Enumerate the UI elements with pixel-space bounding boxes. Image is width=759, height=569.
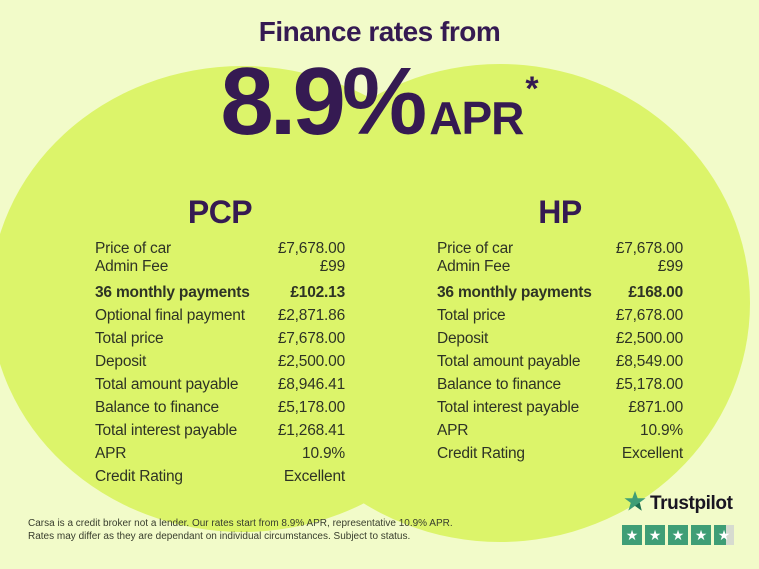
rating-star-icon: ★	[622, 525, 642, 545]
row-value: £2,500.00	[277, 352, 345, 370]
table-row	[437, 350, 683, 373]
row-label: Total interest payable	[437, 398, 580, 416]
row-value: £2,871.86	[277, 306, 345, 324]
row-label: 36 monthly payments	[95, 283, 250, 301]
table-row	[95, 419, 345, 442]
table-row	[437, 304, 683, 327]
row-label: Admin Fee	[437, 258, 511, 275]
trustpilot-wordmark: Trustpilot	[650, 492, 733, 514]
table-row	[95, 442, 345, 465]
row-label: Total price	[95, 329, 164, 347]
table-row	[437, 327, 683, 350]
row-value: £7,678.00	[277, 329, 345, 347]
row-label: Admin Fee	[95, 258, 169, 275]
row-label: Total price	[437, 306, 506, 324]
row-label: APR	[95, 444, 127, 462]
table-row	[95, 240, 345, 258]
row-label: Balance to finance	[437, 375, 561, 393]
rate-apr-label: APR	[429, 92, 524, 144]
rating-star-icon: ★	[691, 525, 711, 545]
table-row	[437, 240, 683, 258]
row-value: £871.00	[628, 398, 683, 416]
rate-asterisk: *	[525, 70, 539, 108]
table-row	[437, 258, 683, 276]
row-value: £5,178.00	[615, 375, 683, 393]
trustpilot-logo	[624, 490, 734, 517]
row-label: Total interest payable	[95, 421, 238, 439]
row-value: £99	[319, 258, 345, 275]
row-value: £7,678.00	[615, 240, 683, 257]
disclaimer-line-1: Carsa is a credit broker not a lender. Our rates start from 8.9% APR, representative 10.9% APR.	[28, 518, 453, 529]
row-label: Total amount payable	[437, 352, 581, 370]
legal-disclaimer	[28, 517, 458, 543]
row-label: Balance to finance	[95, 398, 219, 416]
table-row	[437, 281, 683, 304]
row-value: Excellent	[621, 444, 683, 462]
row-label: Price of car	[95, 240, 171, 257]
hp-column	[437, 196, 683, 465]
rating-star-icon: ★	[668, 525, 688, 545]
table-row	[95, 373, 345, 396]
rating-star-half-icon: ★	[714, 525, 734, 545]
headline-rate	[0, 48, 759, 155]
row-value: £102.13	[290, 283, 345, 301]
row-label: Price of car	[437, 240, 513, 257]
rating-star-icon: ★	[645, 525, 665, 545]
rate-value: 8.9%	[220, 48, 424, 155]
table-row	[95, 465, 345, 488]
hp-table	[437, 240, 683, 465]
row-value: £168.00	[628, 283, 683, 301]
row-value: £8,549.00	[615, 352, 683, 370]
row-value: £1,268.41	[277, 421, 345, 439]
table-row	[437, 373, 683, 396]
row-label: Credit Rating	[437, 444, 525, 462]
row-value: 10.9%	[640, 421, 683, 439]
trustpilot-widget	[622, 490, 734, 545]
table-row	[95, 396, 345, 419]
row-label: 36 monthly payments	[437, 283, 592, 301]
table-row	[95, 281, 345, 304]
table-row	[95, 258, 345, 276]
table-row	[437, 419, 683, 442]
table-row	[95, 304, 345, 327]
pcp-heading: PCP	[187, 194, 253, 230]
pcp-table	[95, 240, 345, 488]
row-label: APR	[437, 421, 469, 439]
trustpilot-star-icon	[624, 490, 646, 517]
row-label: Deposit	[95, 352, 147, 370]
row-value: £2,500.00	[615, 329, 683, 347]
table-row	[437, 396, 683, 419]
page-title: Finance rates from	[258, 16, 501, 47]
row-value: 10.9%	[302, 444, 345, 462]
row-label: Deposit	[437, 329, 489, 347]
row-value: Excellent	[283, 467, 345, 485]
row-label: Credit Rating	[95, 467, 183, 485]
row-value: £7,678.00	[615, 306, 683, 324]
table-row	[95, 327, 345, 350]
disclaimer-line-2: Rates may differ as they are dependant on individual circumstances. Subject to status.	[28, 531, 411, 542]
row-label: Optional final payment	[95, 306, 245, 324]
row-label: Total amount payable	[95, 375, 239, 393]
trustpilot-rating-stars	[622, 525, 734, 545]
table-row	[95, 350, 345, 373]
row-value: £8,946.41	[277, 375, 345, 393]
pcp-column	[95, 196, 345, 488]
row-value: £5,178.00	[277, 398, 345, 416]
row-value: £99	[657, 258, 683, 275]
row-value: £7,678.00	[277, 240, 345, 257]
table-row	[437, 442, 683, 465]
hp-heading: HP	[538, 194, 582, 230]
